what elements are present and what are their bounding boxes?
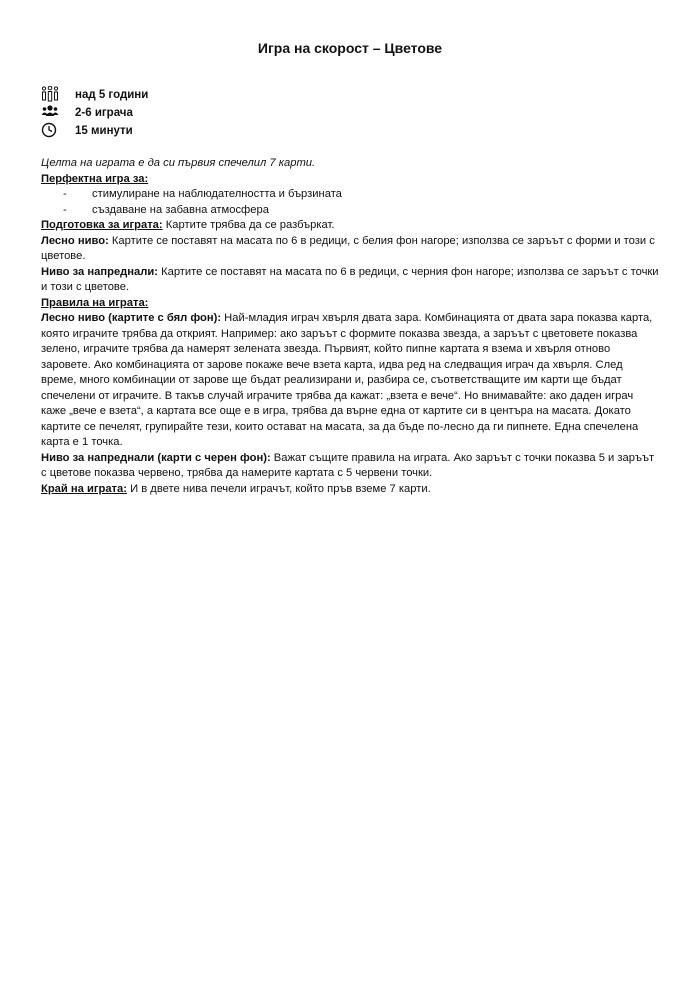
meta-age-text: над 5 години xyxy=(75,89,149,101)
end-text: И в двете нива печели играчът, който пръв вземе 7 карти. xyxy=(126,482,431,495)
meta-time-text: 15 минути xyxy=(75,125,133,137)
easy-setup-paragraph xyxy=(41,234,661,265)
list-item xyxy=(41,187,661,203)
easy-rules-text: Най-младия играч хвърля двата зара. Комбинацията от двата зара показва карта, която играчите трябва да открият. Например: ако заръът с формите показва звезда, а заръът с цветовете показва зелено, играчите трябва да намерят зелената звезда. Първият, който пипне картата я взема и хвърля отново заровете. Ако комбинацията от зарове покаже вече взета карта, идва ред на следващия играч да хвърля. След време, много комбинации от зарове ще бъдат реализирани и, разбира се, съответстващите им карти ще бъдат спечелени от играчите. В такъв случай играчите трябва да кажат: „взета е вече“. Но внимавайте: ако даден играч каже „вече е взета“, а картата все още е в игра, трябва да върне една от картите си в центъра на масата. Докато картите се печелят, групирайте тези, които остават на масата, за да бъде по-лесно да ги пипнете. Една спечелена карта е 1 точка. xyxy=(41,312,653,448)
perfect-list xyxy=(41,187,661,218)
perfect-heading xyxy=(41,172,661,188)
easy-rules-label: Лесно ниво (картите с бял фон): xyxy=(41,312,222,324)
adv-rules-paragraph xyxy=(41,451,661,482)
rules-heading xyxy=(41,296,661,312)
prep-paragraph xyxy=(41,218,661,234)
list-bullet: - xyxy=(63,203,67,216)
clock-icon xyxy=(41,122,59,138)
prep-label: Подготовка за играта: xyxy=(41,219,163,231)
list-item xyxy=(41,203,661,219)
list-item-text: създаване на забавна атмосфера xyxy=(92,203,269,216)
page-title: Игра на скорост – Цветове xyxy=(257,40,443,56)
rules-label: Правила на играта: xyxy=(41,296,149,309)
adv-rules-label: Ниво за напреднали (карти с черен фон): xyxy=(41,451,271,464)
list-bullet: - xyxy=(63,188,67,200)
list-item-text: стимулиране на наблюдателността и бързината xyxy=(92,188,342,200)
meta-age xyxy=(41,86,341,104)
meta-players xyxy=(41,104,341,122)
adv-setup-label: Ниво за напреднали: xyxy=(41,265,158,278)
easy-rules-paragraph xyxy=(41,311,661,451)
adv-setup-text: Картите се поставят на масата по 6 в редици, с черния фон нагоре; използва се заръът с точки и този с цветове. xyxy=(41,265,659,293)
people-group-icon xyxy=(41,86,59,102)
goal-text: Целта на играта е да си първия спечелил 7 карти. xyxy=(41,157,316,169)
meta-players-text: 2-6 играча xyxy=(75,107,133,119)
rules-content xyxy=(41,156,661,497)
perfect-label: Перфектна игра за: xyxy=(41,172,149,185)
adv-setup-paragraph xyxy=(41,265,661,296)
end-label: Край на играта: xyxy=(41,482,127,495)
meta-time xyxy=(41,122,341,140)
adv-rules-text: Важат същите правила на играта. Ако заръът с точки показва 5 и заръът с цветове показва червено, трябва да намерите картата с 5 червени точки. xyxy=(41,451,655,479)
easy-setup-label: Лесно ниво: xyxy=(41,234,109,247)
prep-text: Картите трябва да се разбъркат. xyxy=(162,219,335,231)
users-icon xyxy=(41,104,59,120)
easy-setup-text: Картите се поставят на масата по 6 в редици, с белия фон нагоре; използва се заръът с форми и този с цветове. xyxy=(41,234,655,262)
end-paragraph xyxy=(41,482,661,498)
game-meta xyxy=(41,86,341,140)
